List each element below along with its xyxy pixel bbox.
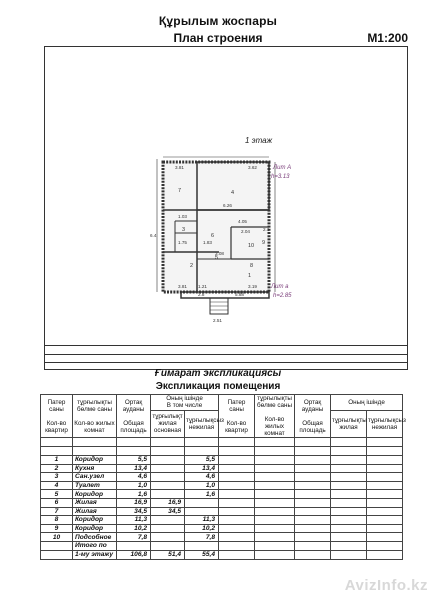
total-total: 106,8	[117, 550, 151, 559]
row-nonliving: 11,3	[185, 516, 219, 525]
row-number: 10	[41, 533, 73, 542]
dim-13: 5.88	[235, 292, 244, 297]
col-total-kz: Ортақ ауданы	[122, 398, 145, 413]
col-incl-kz: Оның ішінде	[166, 395, 203, 403]
lit-a-bottom-h: h=2.85	[273, 293, 292, 299]
row-number: 6	[41, 498, 73, 507]
row-nonliving: 13,4	[185, 464, 219, 473]
col-rooms-kz: тұрғылықты бөлме саны	[76, 398, 113, 413]
room-5: 5	[215, 255, 219, 261]
table-row	[41, 473, 403, 482]
title-kz: Құрылым жоспары	[158, 14, 278, 28]
row-number: 5	[41, 490, 73, 499]
dim-5: 1.83	[203, 240, 212, 245]
col-incl-ru: В том числе	[166, 402, 203, 410]
table-row	[41, 533, 403, 542]
row-nonliving: 7,8	[185, 533, 219, 542]
table-total-row-label	[41, 541, 403, 550]
row-nonliving: 5,5	[185, 456, 219, 465]
col-living-b: тұрғылықты жилая	[331, 410, 367, 437]
row-nonliving: 4,6	[185, 473, 219, 482]
row-number: 2	[41, 464, 73, 473]
row-total: 1,6	[117, 490, 151, 499]
dim-4: 1.75	[178, 240, 187, 245]
row-living	[151, 516, 185, 525]
table-row	[41, 516, 403, 525]
plan-frame	[44, 46, 408, 370]
dim-17: 2.51	[213, 318, 222, 323]
row-name: Жилая	[73, 507, 117, 516]
total-nonliving: 55,4	[185, 550, 219, 559]
row-name: Подсобное	[73, 533, 117, 542]
row-nonliving: 1,0	[185, 481, 219, 490]
col-incl-b	[331, 395, 403, 411]
row-total: 1,0	[117, 481, 151, 490]
col-floor-kz: Патер саны	[47, 398, 66, 413]
row-name: Коридор	[73, 456, 117, 465]
row-nonliving	[185, 507, 219, 516]
row-total: 4,6	[117, 473, 151, 482]
row-name: Коридор	[73, 524, 117, 533]
col-nonliving: тұрғылықсыз нежилая	[185, 410, 219, 437]
row-total: 10,2	[117, 524, 151, 533]
dim-12: 2.1	[263, 227, 270, 232]
col-floor-b-kz: Патер саны	[227, 398, 246, 413]
row-total: 5,5	[117, 456, 151, 465]
floor-label	[245, 136, 273, 145]
dim-11: 2.04	[241, 229, 250, 234]
table-blank-row	[41, 447, 403, 456]
row-living	[151, 473, 185, 482]
dim-9: 3.81	[178, 284, 187, 289]
row-total: 34,5	[117, 507, 151, 516]
title-ru: План строения	[173, 31, 263, 45]
row-name: Сан.узел	[73, 473, 117, 482]
col-rooms-b-ru: Кол-во жилых комнат	[264, 416, 285, 437]
dim-16: 3.19	[248, 284, 257, 289]
row-total: 13,4	[117, 464, 151, 473]
row-living	[151, 464, 185, 473]
dim-2: 6.26	[223, 203, 232, 208]
row-living	[151, 490, 185, 499]
row-number: 1	[41, 456, 73, 465]
row-name: Коридор	[73, 490, 117, 499]
col-total-b-kz: Ортақ ауданы	[301, 398, 324, 413]
row-living	[151, 533, 185, 542]
frame-line-3	[45, 362, 407, 363]
dim-3: 4.05	[238, 219, 247, 224]
floor-plan-drawing	[45, 47, 407, 369]
col-total-b	[295, 395, 331, 438]
row-number: 9	[41, 524, 73, 533]
col-total-b-ru: Общая площадь	[299, 419, 326, 434]
table-blank-row	[41, 438, 403, 447]
room-3: 3	[182, 227, 186, 233]
row-nonliving	[185, 498, 219, 507]
room-6: 6	[211, 233, 215, 239]
dim-6: 1.03	[178, 214, 187, 219]
row-name: Кухня	[73, 464, 117, 473]
row-name: Туалет	[73, 481, 117, 490]
frame-line-1	[45, 345, 407, 346]
table-row	[41, 490, 403, 499]
room-7: 7	[178, 188, 182, 194]
row-total: 7,8	[117, 533, 151, 542]
col-rooms	[73, 395, 117, 438]
watermark-logo: AvizInfo.kz	[344, 577, 428, 594]
table-row	[41, 456, 403, 465]
lit-a-top: Лит А	[273, 165, 292, 171]
row-number: 3	[41, 473, 73, 482]
table-row	[41, 464, 403, 473]
dim-1: 3.81	[175, 165, 184, 170]
total-living: 51,4	[151, 550, 185, 559]
row-number: 8	[41, 516, 73, 525]
row-nonliving: 1,6	[185, 490, 219, 499]
col-rooms-b-kz: тұрғылықты бөлме саны	[257, 395, 293, 409]
row-name: Жилая	[73, 498, 117, 507]
room-4: 4	[231, 190, 235, 196]
row-living	[151, 456, 185, 465]
lit-a-top-h: h=3.13	[271, 174, 290, 180]
row-living	[151, 481, 185, 490]
total-label-2: 1-му этажу	[73, 550, 117, 559]
table-row	[41, 498, 403, 507]
room-8: 8	[250, 263, 254, 269]
row-number: 7	[41, 507, 73, 516]
col-floor	[41, 395, 73, 438]
col-incl	[151, 395, 219, 411]
lit-a-bottom: Лит а	[271, 284, 289, 290]
dim-8: 3.62	[248, 165, 257, 170]
row-nonliving: 10,2	[185, 524, 219, 533]
scale-label: М1:200	[367, 31, 408, 45]
explication-title-kz: Ғимарат экспликациясы	[154, 368, 282, 379]
dim-15: 6.4	[150, 233, 157, 238]
dim-14: 2.8	[198, 292, 205, 297]
col-incl-b-kz: Оның ішінде	[348, 398, 385, 406]
row-living	[151, 524, 185, 533]
col-nonliving-b: тұрғылықсыз нежилая	[367, 410, 403, 437]
col-total-ru: Общая площадь	[120, 419, 147, 434]
col-floor-b	[219, 395, 255, 438]
row-living: 34,5	[151, 507, 185, 516]
dim-7: 3.08	[215, 251, 224, 256]
table-row	[41, 524, 403, 533]
dim-10: 1.21	[198, 284, 207, 289]
col-living: тұрғылықт жилая основная	[151, 410, 185, 437]
table-header-row-1	[41, 395, 403, 411]
col-floor-b-ru: Кол-во квартир	[225, 419, 248, 434]
explication-table	[40, 394, 406, 560]
floor-label-text: 1 этаж	[245, 136, 273, 145]
explication-title-ru: Экспликация помещения	[155, 381, 281, 392]
total-label-1: Итого по	[73, 541, 117, 550]
room-1: 1	[248, 273, 252, 279]
room-10: 10	[248, 243, 255, 249]
room-9: 9	[262, 240, 266, 246]
row-total: 11,3	[117, 516, 151, 525]
row-name: Коридор	[73, 516, 117, 525]
row-living: 16,9	[151, 498, 185, 507]
col-rooms-ru: Кол-во жилых комнат	[74, 419, 115, 434]
col-floor-ru: Кол-во квартир	[45, 419, 68, 434]
frame-line-2	[45, 354, 407, 355]
col-total	[117, 395, 151, 438]
table-total-row	[41, 550, 403, 559]
col-rooms-b	[255, 395, 295, 438]
table-row	[41, 481, 403, 490]
row-total: 16,9	[117, 498, 151, 507]
room-2: 2	[190, 263, 194, 269]
row-number: 4	[41, 481, 73, 490]
table-row	[41, 507, 403, 516]
